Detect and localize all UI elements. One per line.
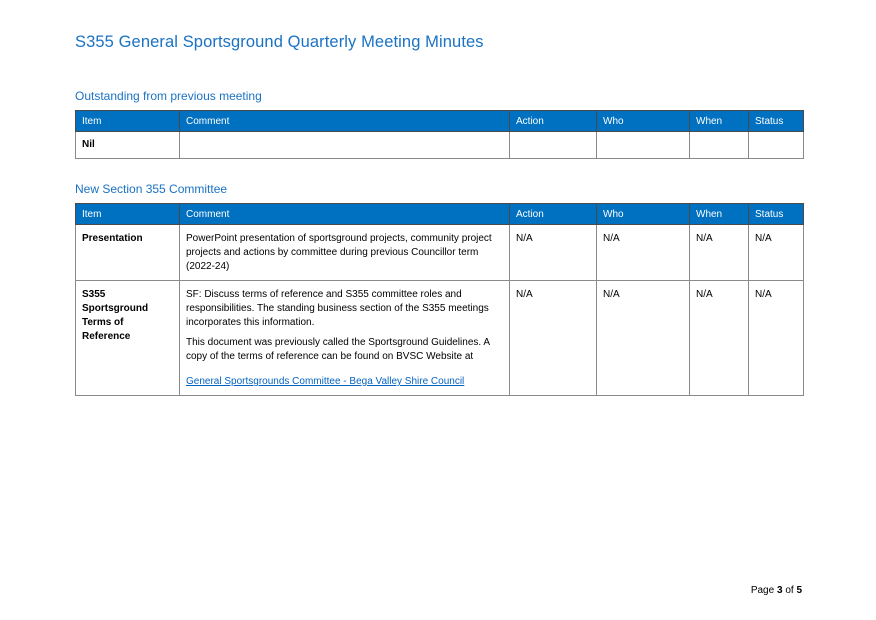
item-cell: S355 Sportsground Terms of Reference [76,281,180,396]
page-label: Page [750,585,775,596]
item-cell: Nil [76,132,180,159]
outstanding-table [75,110,804,159]
page-current: 3 [776,585,783,596]
action-cell: N/A [510,225,597,281]
item-cell: Presentation [76,225,180,281]
column-header-comment: Comment [180,111,510,132]
table-row [76,281,804,396]
comment-cell [180,132,510,159]
who-cell: N/A [597,281,690,396]
action-cell [510,132,597,159]
who-cell: N/A [597,225,690,281]
table-header-row [76,111,804,132]
page-title: S355 General Sportsground Quarterly Meeting Minutes [75,33,484,51]
section-heading-new-committee: New Section 355 Committee [75,182,228,196]
column-header-who: Who [597,204,690,225]
column-header-action: Action [510,204,597,225]
column-header-action: Action [510,111,597,132]
when-cell [690,132,749,159]
comment-cell: PowerPoint presentation of sportsground projects, community project projects and actions by committee during previous Councillor term (2022-24) [180,225,510,281]
section-heading-outstanding: Outstanding from previous meeting [75,89,262,103]
column-header-status: Status [749,111,804,132]
page-number [751,585,802,596]
page-of: of [785,585,794,596]
column-header-when: When [690,111,749,132]
comment-paragraph: This document was previously called the Sportsground Guidelines. A copy of the terms of reference can be found on BVSC Website at [186,337,490,362]
column-header-comment: Comment [180,204,510,225]
new-committee-table [75,203,804,396]
column-header-status: Status [749,204,804,225]
table-row [76,225,804,281]
table-header-row [76,204,804,225]
when-cell: N/A [690,281,749,396]
comment-cell [180,281,510,396]
terms-of-reference-link[interactable]: General Sportsgrounds Committee - Bega Valley Shire Council [186,376,465,387]
comment-paragraph: SF: Discuss terms of reference and S355 committee roles and responsibilities. The standing business section of the S355 meetings incorporates this information. [186,289,489,328]
table-row [76,132,804,159]
status-cell: N/A [749,225,804,281]
column-header-when: When [690,204,749,225]
status-cell [749,132,804,159]
status-cell: N/A [749,281,804,396]
column-header-item: Item [76,204,180,225]
action-cell: N/A [510,281,597,396]
page-total: 5 [796,585,802,596]
who-cell [597,132,690,159]
when-cell: N/A [690,225,749,281]
column-header-item: Item [76,111,180,132]
column-header-who: Who [597,111,690,132]
